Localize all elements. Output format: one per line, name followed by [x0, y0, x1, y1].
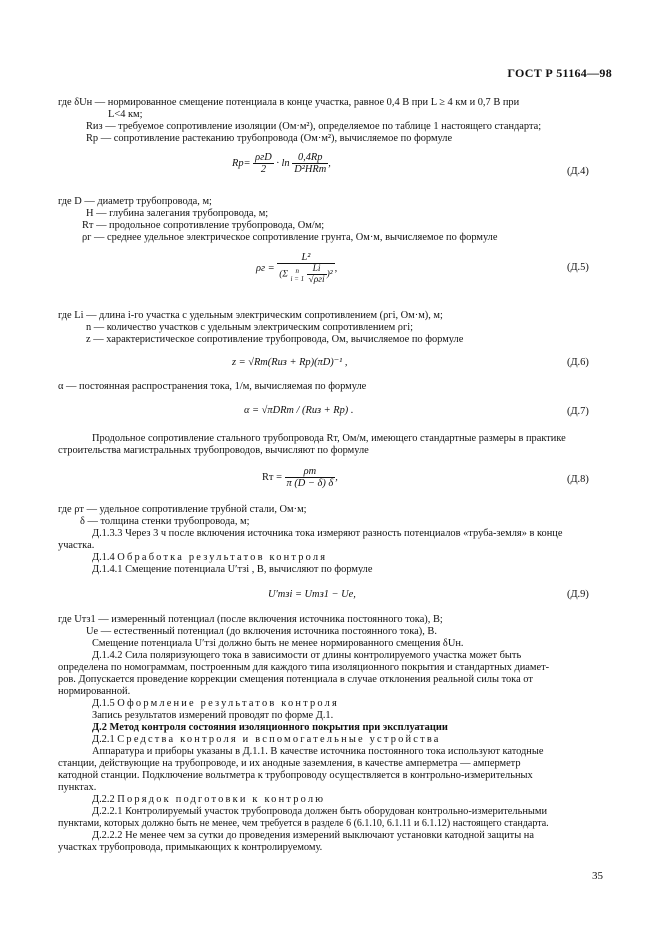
eq-lhs: ρг =: [256, 262, 275, 274]
eq-body: z = √Rт(Rиз + Rр)(πD)⁻¹: [232, 357, 343, 368]
denominator: 2: [260, 164, 267, 175]
text-line: участках трубопровода, примыкающих к контролируемому.: [58, 842, 323, 853]
fraction: [307, 264, 327, 285]
text-line: ρг — среднее удельное электрическое сопротивление грунта, Ом·м, вычисляемое по формуле: [82, 232, 498, 243]
section-heading-bold: Д.2 Метод контроля состояния изоляционного покрытия при эксплуатации: [92, 722, 448, 733]
numerator: Li: [307, 264, 327, 275]
page-number: 35: [592, 870, 603, 882]
sum-close: )²: [326, 269, 333, 280]
equation-number: (Д.7): [567, 406, 589, 417]
equation-d9: [268, 589, 356, 600]
equation-number: (Д.5): [567, 262, 589, 273]
section-heading: [92, 698, 339, 710]
section-heading: [92, 794, 325, 806]
text-line: определена по номограммам, построенным для каждого типа изоляционного покрытия и стандартных диамет-: [58, 662, 550, 673]
section-title: Средства контроля и вспомогательные устройства: [117, 734, 441, 745]
eq-tail: ,: [334, 262, 338, 274]
sum-limits: [290, 267, 304, 283]
eq-lhs: Rр=: [232, 157, 251, 169]
text-line: Д.1.4.1 Смещение потенциала U′тзi , В, вычисляют по формуле: [92, 564, 373, 575]
equation-number: (Д.9): [567, 589, 589, 600]
equation-d7: [244, 405, 354, 416]
text-line: n — количество участков с удельным электрическим сопротивлением ρгi;: [86, 322, 413, 333]
text-line: нормированной.: [58, 686, 131, 697]
eq-body: α = √πDRт / (Rиз + Rр): [244, 405, 349, 416]
denominator: [277, 264, 334, 285]
eq-tail: ,: [328, 157, 331, 169]
text-line: строительства магистральных трубопроводов, вычисляют по формуле: [58, 445, 369, 456]
text-line: Смещение потенциала U′тзi должно быть не менее нормированного смещения δUн.: [92, 638, 464, 649]
numerator: L²: [277, 252, 334, 264]
section-number: Д.1.5: [92, 698, 115, 709]
text-line: пунктах.: [58, 782, 97, 793]
text-line: z — характеристическое сопротивление трубопровода, Ом, вычисляемое по формуле: [86, 334, 464, 345]
text-line: где δU​н — нормированное смещение потенциала в конце участка, равное 0,4 В при L ≥ 4 км и 0,7 В при: [58, 97, 520, 108]
section-heading: [92, 552, 327, 564]
section-number: Д.2.1: [92, 734, 115, 745]
fraction: [292, 152, 328, 175]
equation-d8: [262, 466, 338, 489]
section-title: Обработка результатов контроля: [117, 552, 328, 563]
sum-sign: (Σ: [279, 269, 289, 280]
text-line: H — глубина залегания трубопровода, м;: [86, 208, 269, 219]
text-line: катодной станции. Подключение вольтметра к трубопроводу осуществляется в контрольно-измерительных: [58, 770, 533, 781]
text-line: станции, действующие на трубопроводе, и их анодные заземления, в качестве амперметра — амперметр: [58, 758, 521, 769]
text-line: где D — диаметр трубопровода, м;: [58, 196, 212, 207]
sum-lower: i = 1: [290, 274, 305, 283]
sum-upper: n: [295, 266, 300, 275]
eq-tail: ,: [344, 357, 348, 368]
text-line: Rт — продольное сопротивление трубопровода, Ом/м;: [82, 220, 325, 231]
eq-operator: · ln: [276, 157, 290, 169]
text-line: где ρт — удельное сопротивление трубной стали, Ом·м;: [58, 504, 307, 515]
text-line: Д.2.2.1 Контролируемый участок трубопровода должен быть оборудован контрольно-измерительными: [92, 806, 548, 817]
eq-lhs: Rт =: [262, 471, 282, 483]
section-number: Д.1.4: [92, 552, 115, 563]
section-number: Д.2.2: [92, 794, 115, 805]
eq-tail: .: [350, 405, 354, 416]
text-line: L<4 км;: [108, 109, 143, 120]
text-line: Аппаратура и приборы указаны в Д.1.1. В качестве источника постоянного тока используют катодные: [92, 746, 544, 757]
text-line: где Li — длина i-го участка с удельным электрическим сопротивлением (ρгi, Ом·м), м;: [58, 310, 443, 321]
text-line: α — постоянная распространения тока, 1/м, вычисляемая по формуле: [58, 381, 367, 392]
section-title: Порядок подготовки к контролю: [117, 794, 326, 805]
text-line: Uе — естественный потенциал (до включения источника постоянного тока), В.: [86, 626, 437, 637]
section-heading: [92, 734, 441, 746]
numerator: ρгD: [255, 152, 272, 163]
fraction: [253, 152, 274, 175]
equation-number: (Д.8): [567, 474, 589, 485]
text-line: Д.2.2.2 Не менее чем за сутки до проведения измерений выключают установки катодной защиты на: [92, 830, 534, 841]
text-line: δ — толщина стенки трубопровода, м;: [80, 516, 250, 527]
text-line: Д.1.3.3 Через 3 ч после включения источника тока измеряют разность потенциалов «труба-земля» в конце: [92, 528, 563, 539]
equation-d5: [256, 252, 337, 285]
text-line: Rиз — требуемое сопротивление изоляции (Ом·м²), определяемое по таблице 1 настоящего стандарта;: [86, 121, 542, 132]
text-line: Запись результатов измерений проводят по форме Д.1.: [92, 710, 334, 721]
eq-body: U′тзi = Uтз1 − Uе,: [268, 589, 356, 600]
numerator: 0,4Rр: [292, 152, 328, 164]
fraction: [285, 466, 336, 489]
text-line: участка.: [58, 540, 95, 551]
text-line: где Uтз1 — измеренный потенциал (после включения источника постоянного тока), В;: [58, 614, 443, 625]
text-line: Д.1.4.2 Сила поляризующего тока в зависимости от длины контролируемого участка может быть: [92, 650, 522, 661]
section-title: Оформление результатов контроля: [117, 698, 340, 709]
fraction: [277, 252, 334, 285]
text-line: ров. Допускается проведение коррекции смещения потенциала в случае отклонения реальной силы тока от: [58, 674, 533, 685]
numerator: ρт: [285, 466, 336, 478]
text-line: Продольное сопротивление стального трубопровода Rт, Ом/м, имеющего стандартные размеры в практике: [92, 433, 566, 444]
equation-d6: [232, 356, 348, 368]
eq-tail: ,: [335, 471, 338, 483]
standard-code-header: ГОСТ Р 51164—98: [507, 66, 612, 80]
denominator: π (D − δ) δ: [286, 478, 334, 489]
denominator: √ρгi: [308, 275, 325, 285]
text-line: пунктами, которых должно быть не менее, чем требуется в разделе 6 (6.1.10, 6.1.11 и 6.1.12) настоящего стандарта.: [58, 818, 549, 829]
equation-number: (Д.4): [567, 166, 589, 177]
equation-d4: [232, 152, 331, 175]
text-line: Rр — сопротивление растеканию трубопровода (Ом·м²), вычисляемое по формуле: [86, 133, 453, 144]
equation-number: (Д.6): [567, 357, 589, 368]
denominator: D²HRт: [294, 164, 327, 175]
